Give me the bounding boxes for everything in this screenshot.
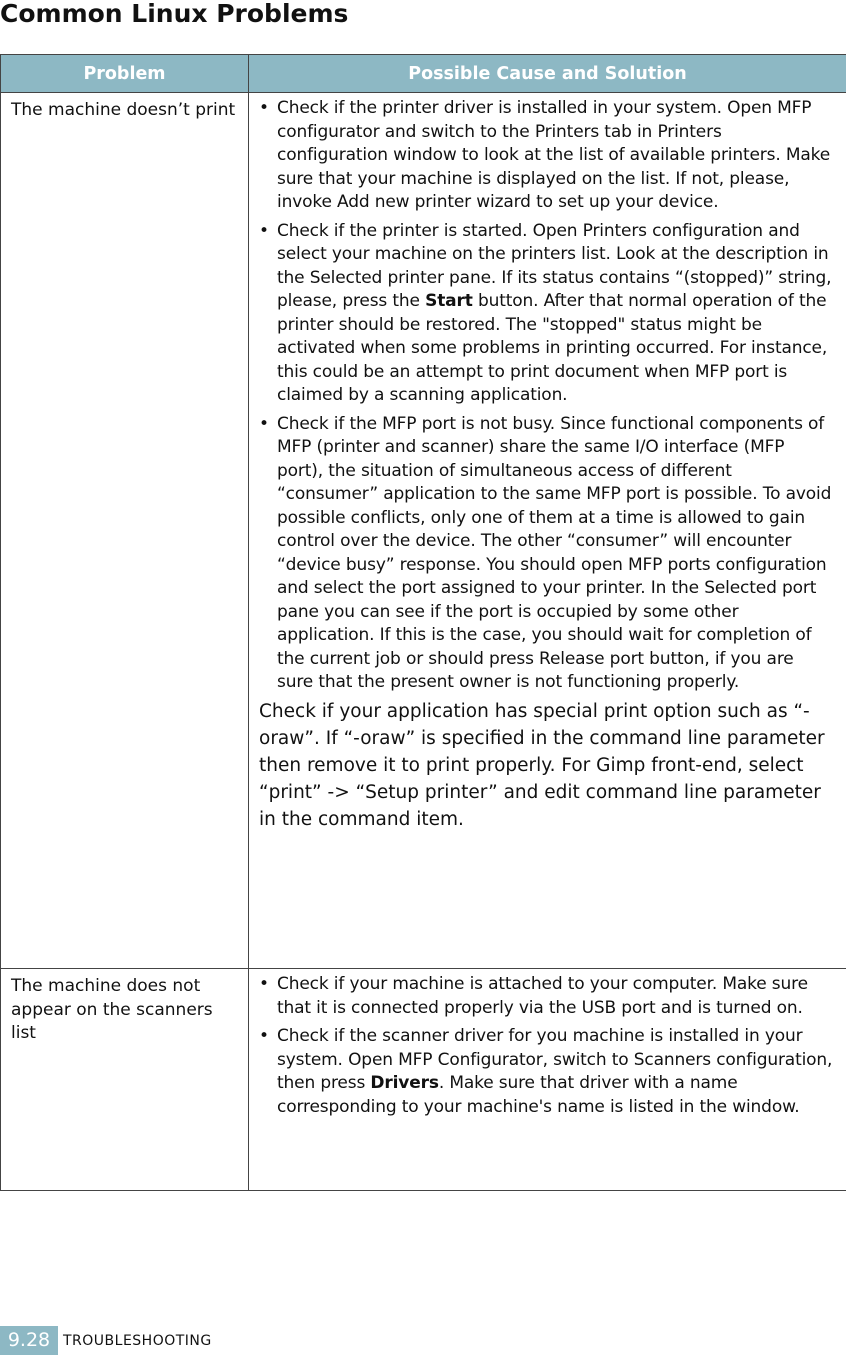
bullet-icon: • bbox=[259, 974, 269, 994]
column-header-problem: Problem bbox=[1, 55, 249, 93]
start-button-name: Start bbox=[425, 291, 473, 311]
list-item: • Check if your machine is attached to your computer. Make sure that it is connected properly via the USB port and is turned on. bbox=[259, 974, 808, 1018]
solution-list bbox=[259, 973, 834, 1119]
column-header-solution: Possible Cause and Solution bbox=[249, 55, 846, 93]
list-item: • Check if the printer is started. Open Printers configuration and select your machine on the printers list. Look at the description in the Selected printer pane. If its status contains “(stopped)” string, please, press the Start button. After that normal operation of the printer should be restored. The "stopped" status might be activated when some problems in printing occurred. For instance, this could be an attempt to print document when MFP port is claimed by a scanning application. bbox=[259, 220, 832, 405]
page-footer bbox=[0, 1326, 400, 1355]
list-item: • Check if the MFP port is not busy. Since functional components of MFP (printer and scanner) share the same I/O interface (MFP port), the situation of simultaneous access of different “consumer” application to the same MFP port is possible. To avoid possible conflicts, only one of them at a time is allowed to gain control over the device. The other “consumer” will encounter “device busy” response. You should open MFP ports configuration and select the port assigned to your printer. In the Selected port pane you can see if the port is occupied by some other application. If this is the case, you should wait for completion of the current job or should press Release port button, if you are sure that the present owner is not functioning properly. bbox=[259, 413, 832, 692]
problem-cell: The machine does not appear on the scanners list bbox=[1, 969, 249, 1191]
gimp-note: Check if your application has special print option such as “-oraw”. If “-oraw” is specified in the command line parameter then remove it to print properly. For Gimp front-end, select “print” -> “Setup printer” and edit command line parameter in the command item. bbox=[259, 700, 825, 830]
troubleshooting-table bbox=[0, 54, 846, 1191]
page-title: Common Linux Problems bbox=[0, 0, 349, 28]
solution-list bbox=[259, 97, 834, 695]
section-name: TROUBLESHOOTING bbox=[63, 1333, 212, 1349]
list-item: • Check if the printer driver is installed in your system. Open MFP configurator and switch to the Printers tab in Printers configuration window to look at the list of available printers. Make sure that your machine is displayed on the list. If not, please, invoke Add new printer wizard to set up your device. bbox=[259, 98, 831, 212]
table-row bbox=[1, 93, 846, 969]
bullet-icon: • bbox=[259, 98, 269, 118]
solution-cell bbox=[249, 93, 846, 969]
bullet-icon: • bbox=[259, 413, 269, 434]
page-number: 9.28 bbox=[0, 1326, 58, 1355]
bullet-icon: • bbox=[259, 1026, 269, 1046]
table-header-row bbox=[1, 55, 846, 93]
solution-cell bbox=[249, 969, 846, 1191]
table-row bbox=[1, 969, 846, 1191]
drivers-button-name: Drivers bbox=[370, 1073, 439, 1093]
bullet-icon: • bbox=[259, 220, 269, 241]
problem-cell: The machine doesn’t print bbox=[1, 93, 249, 969]
list-item: • Check if the scanner driver for you machine is installed in your system. Open MFP Configurator, switch to Scanners configuration, then press Drivers. Make sure that driver with a name corresponding to your machine's name is listed in the window. bbox=[259, 1026, 833, 1117]
